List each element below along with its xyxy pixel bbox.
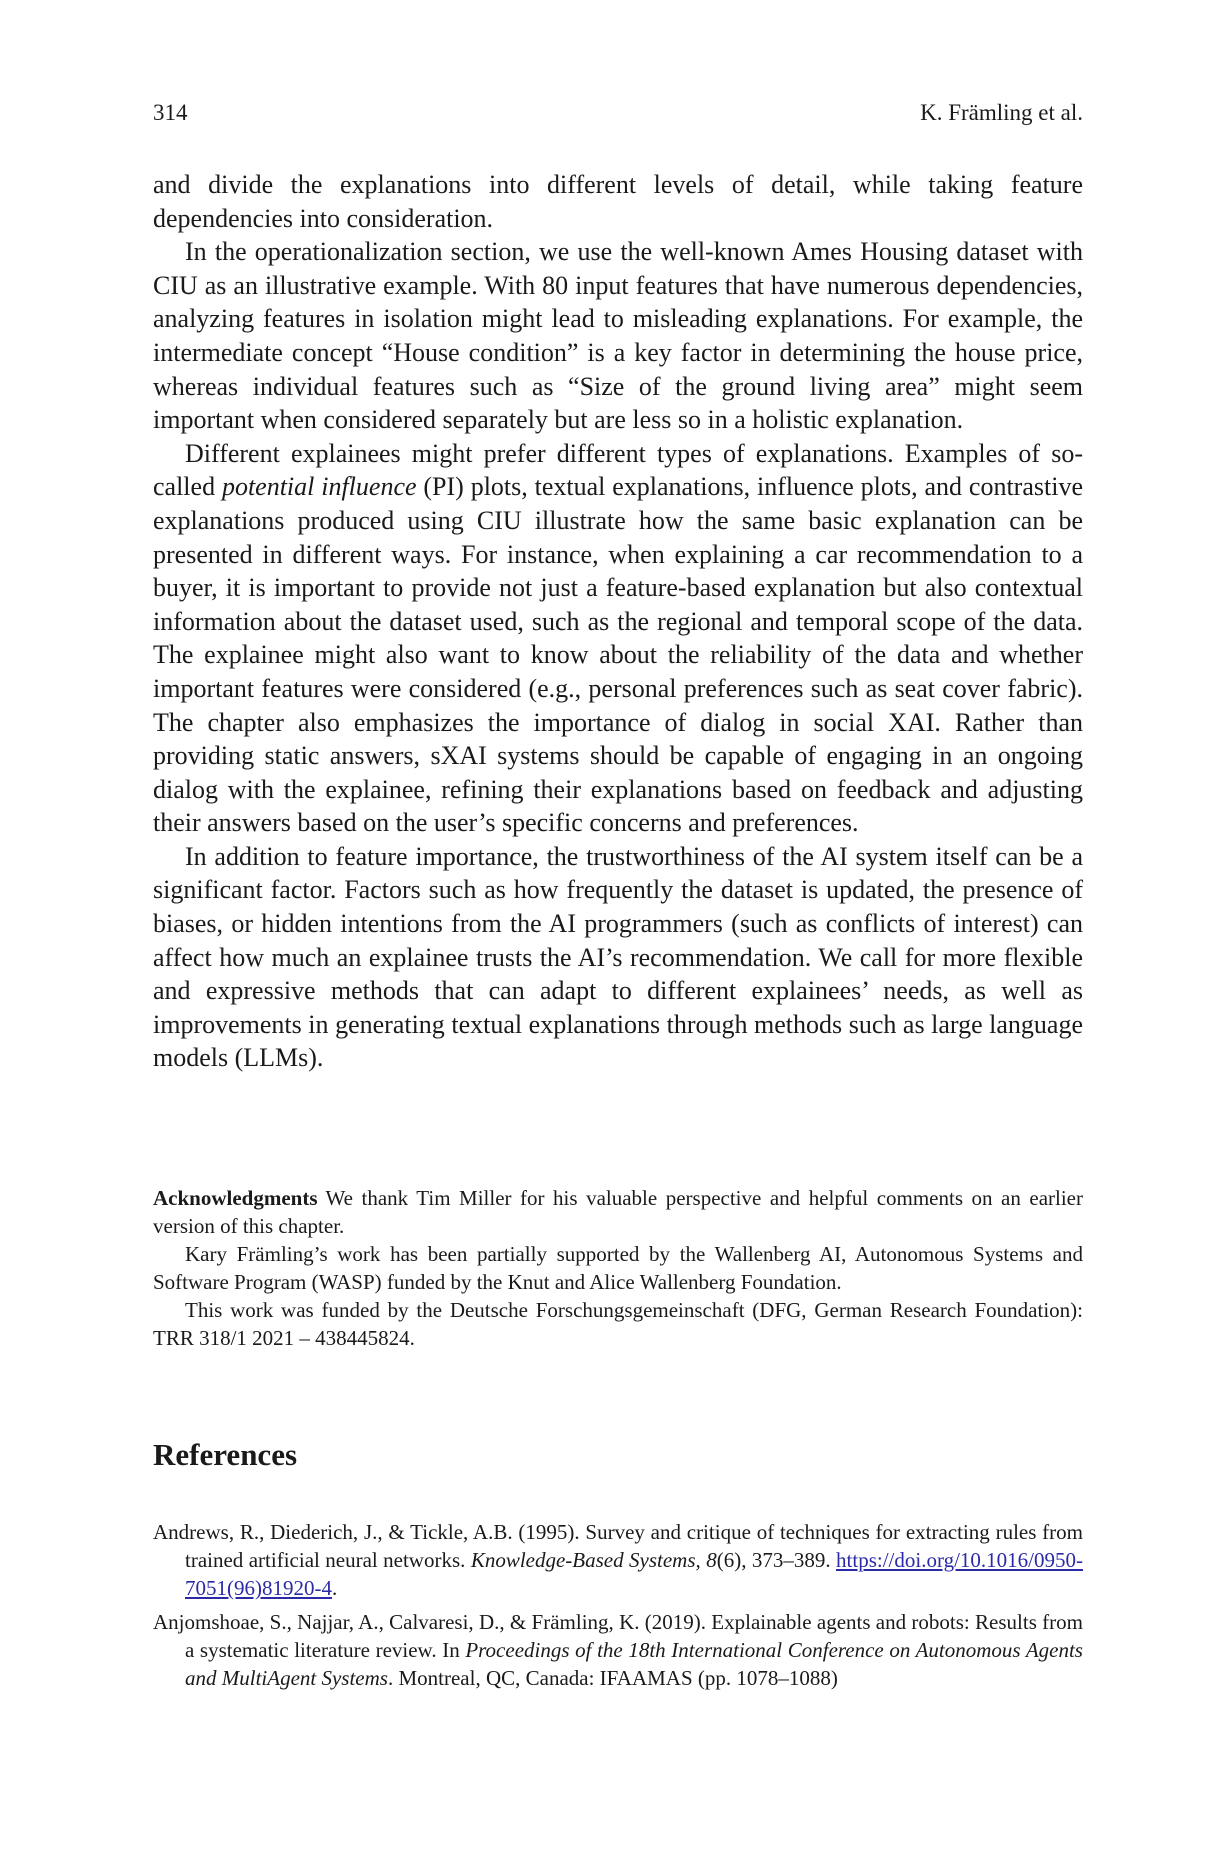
- running-title: K. Främling et al.: [920, 100, 1083, 125]
- body-paragraph-1: and divide the explanations into different levels of detail, while taking feature dependencies into consideration.: [153, 170, 1083, 233]
- ack-heading: Acknowledgments: [153, 1186, 318, 1210]
- reference-anjomshoae-2019: [153, 1608, 1083, 1692]
- body-paragraph-3: [153, 437, 1083, 840]
- ref-1-end: .: [331, 1576, 338, 1600]
- reference-andrews-1995: [153, 1518, 1083, 1602]
- potential-influence-term: potential influence: [221, 472, 417, 502]
- ref-2-authors-title: Anjomshoae, S., Najjar, A., Calvaresi, D., & Främling, K. (2019). Explainable agents and robots: Results from a systematic literature review. In: [153, 1610, 1083, 1662]
- body-paragraph-2: In the operationalization section, we use the well-known Ames Housing dataset with CIU as an illustrative example. With 80 input features that have numerous dependencies, analyzing features in isolation might lead to misleading explanations. For example, the intermediate concept “House condition” is a key factor in determining the house price, whereas individual features such as “Size of the ground living area” might seem important when considered separately but are less so in a holistic explanation.: [153, 237, 1083, 435]
- ack-paragraph-1: [153, 1184, 1083, 1240]
- page-number: 314: [153, 100, 188, 125]
- ack-paragraph-2: Kary Främling’s work has been partially supported by the Wallenberg AI, Autonomous Systems and Software Program (WASP) funded by the Knut and Alice Wallenberg Foundation.: [153, 1242, 1083, 1294]
- ref-1-authors-title: Andrews, R., Diederich, J., & Tickle, A.B. (1995). Survey and critique of techniques for extracting rules from trained artificial neural networks.: [153, 1520, 1083, 1572]
- body-paragraph-3-start: Different explainees might prefer different types of explanations. Examples of so-called: [153, 438, 1083, 502]
- ref-1-pages: (6), 373–389.: [716, 1548, 837, 1572]
- body-text: [153, 168, 1083, 1075]
- ref-1-doi-link[interactable]: https://doi.org/10.1016/0950-7051(96)81920-4: [185, 1548, 1083, 1600]
- references-list: [153, 1518, 1083, 1698]
- body-paragraph-3-rest: (PI) plots, textual explanations, influence plots, and contrastive explanations produced using CIU illustrate how the same basic explanation can be presented in different ways. For instance, when explaining a car recommendation to a buyer, it is important to provide not just a feature-based explanation but also contextual information about the dataset used, such as the regional and temporal scope of the data. The explainee might also want to know about the reliability of the data and whether important features were considered (e.g., personal preferences such as seat cover fabric). The chapter also emphasizes the importance of dialog in social XAI. Rather than providing static answers, sXAI systems should be capable of engaging in an ongoing dialog with the explainee, refining their explanations based on feedback and adjusting their answers based on the user’s specific concerns and preferences.: [153, 472, 1083, 838]
- acknowledgments: [153, 1184, 1083, 1352]
- ref-1-journal: Knowledge-Based Systems, 8: [470, 1548, 717, 1572]
- ack-text-1: We thank Tim Miller for his valuable perspective and helpful comments on an earlier version of this chapter.: [153, 1186, 1083, 1238]
- ref-2-publisher: . Montreal, QC, Canada: IFAAMAS (pp. 1078–1088): [387, 1666, 838, 1690]
- ack-paragraph-3: This work was funded by the Deutsche Forschungsgemeinschaft (DFG, German Research Foundation): TRR 318/1 2021 – 438445824.: [153, 1298, 1083, 1350]
- references-heading: References: [153, 1437, 298, 1472]
- ref-2-proceedings: Proceedings of the 18th International Conference on Autonomous Agents and MultiAgent Systems: [185, 1638, 1083, 1690]
- body-paragraph-4: In addition to feature importance, the trustworthiness of the AI system itself can be a significant factor. Factors such as how frequently the dataset is updated, the presence of biases, or hidden intentions from the AI programmers (such as conflicts of interest) can affect how much an explainee trusts the AI’s recommendation. We call for more flexible and expressive methods that can adapt to different explainees’ needs, as well as improvements in generating textual explanations through methods such as large language models (LLMs).: [153, 841, 1083, 1073]
- running-head: [153, 99, 1083, 127]
